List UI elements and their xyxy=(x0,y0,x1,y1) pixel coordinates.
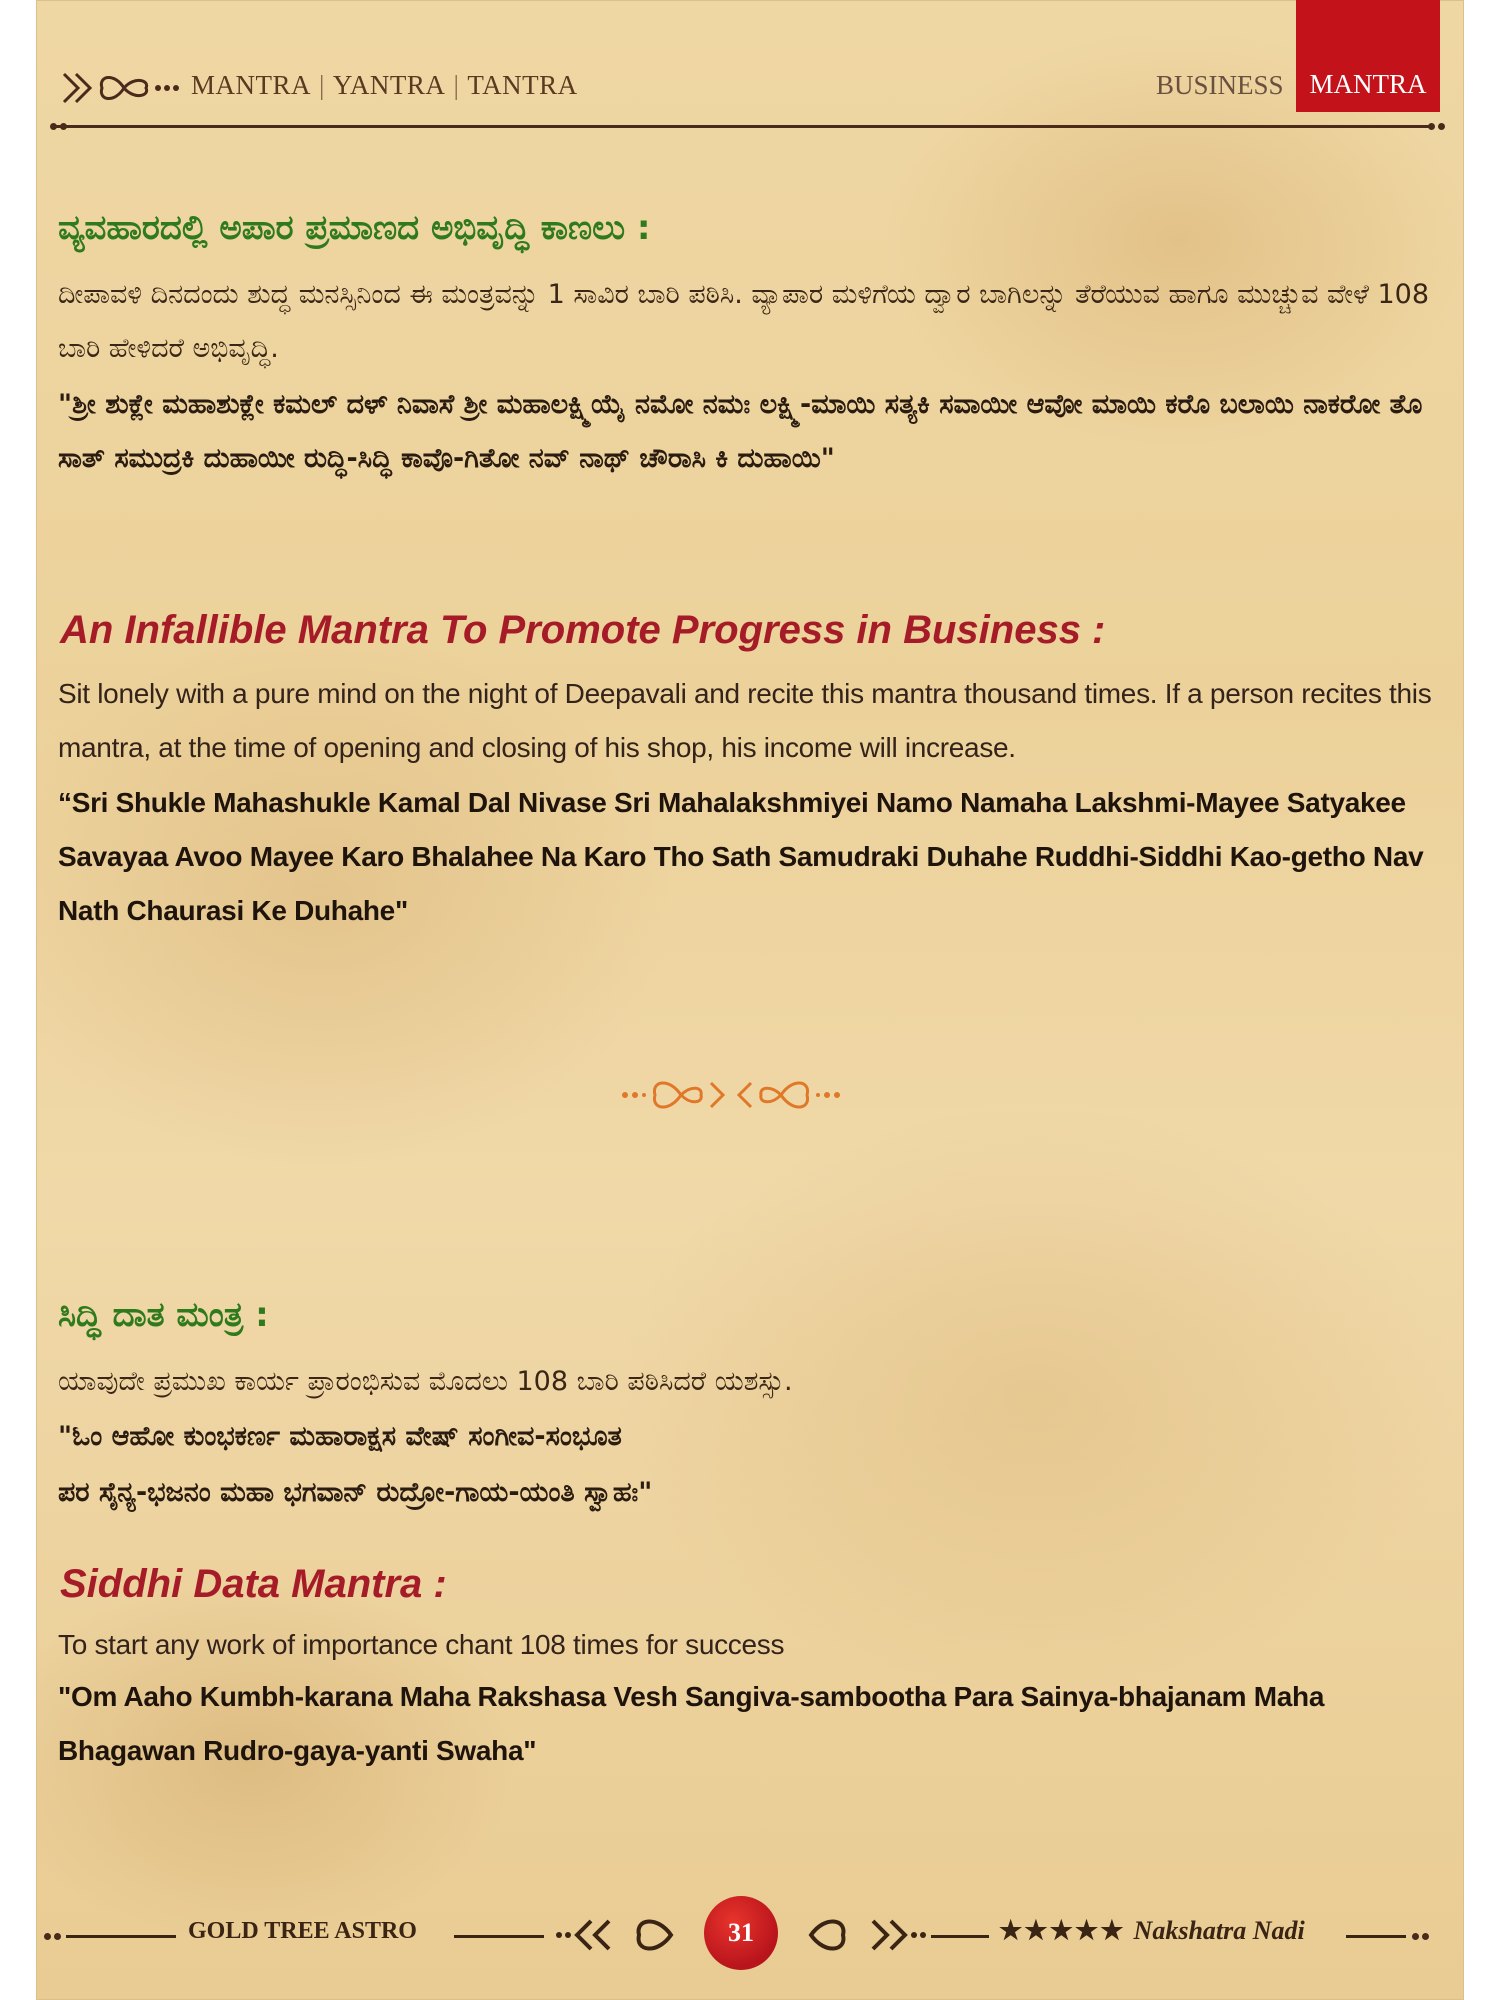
header-rule xyxy=(56,125,1434,128)
header-section-tab xyxy=(1296,0,1440,112)
divider-ornament-icon xyxy=(611,1065,851,1125)
footer-brand-name: Nakshatra Nadi xyxy=(1133,1916,1305,1945)
header-section-label: BUSINESS xyxy=(1156,70,1284,100)
footer-rule-dot xyxy=(44,1933,51,1940)
footer-publisher: GOLD TREE ASTRO xyxy=(188,1918,417,1944)
page-number-badge: 31 xyxy=(704,1896,778,1970)
kannada-heading-business: ವ್ಯವಹಾರದಲ್ಲಿ ಅಪಾರ ಪ್ರಮಾಣದ ಅಭಿವೃದ್ಧಿ ಕಾಣಲು : xyxy=(58,208,651,248)
nav-separator: | xyxy=(319,70,325,100)
nav-yantra[interactable]: YANTRA xyxy=(332,70,446,100)
english-mantra-siddhi: "Om Aaho Kumbh-karana Maha Rakshasa Vesh Sangiva-sambootha Para Sainya-bhajanam Maha Bhagawan Rudro-gaya-yanti Swaha" xyxy=(58,1681,1325,1766)
nav-tantra[interactable]: TANTRA xyxy=(467,70,578,100)
kannada-heading-siddhi: ಸಿದ್ಧಿ ದಾತ ಮಂತ್ರ : xyxy=(58,1295,269,1335)
kannada-mantra-siddhi-line2: ಪರ ಸೈನ್ಯ-ಭಜನಂ ಮಹಾ ಭಗವಾನ್ ರುದ್ರೋ-ಗಾಯ-ಯಂತಿ ಸ್ವಾಹಃ" xyxy=(58,1477,653,1508)
english-heading-business: An Infallible Mantra To Promote Progress in Business : xyxy=(60,608,1106,652)
header-rule-dot xyxy=(1438,123,1445,130)
header-nav xyxy=(191,70,578,101)
footer-rule-dot xyxy=(1422,1933,1429,1940)
footer-brand xyxy=(999,1916,1305,1946)
header-tab-label: MANTRA xyxy=(1309,69,1427,99)
footer-ornament-right-icon xyxy=(781,1905,931,1965)
footer-rule xyxy=(454,1935,544,1938)
footer-rule-dot xyxy=(54,1933,61,1940)
header-rule-dot xyxy=(60,123,67,130)
nav-separator: | xyxy=(453,70,460,100)
kannada-mantra-business: "ಶ್ರೀ ಶುಕ್ಲೇ ಮಹಾಶುಕ್ಲೇ ಕಮಲ್ ದಳ್ ನಿವಾಸೆ ಶ್ರೀ ಮಹಾಲಕ್ಷ್ಮಿಯೈ ನಮೋ ನಮಃ ಲಕ್ಷ್ಮಿ-ಮಾಯಿ ಸತ್ಯಕಿ ಸವಾಯೀ ಆವೋ ಮಾಯಿ ಕರೊ ಬಲಾಯಿ ನಾಕರೋ ತೊ ಸಾತ್ ಸಮುದ್ರಕಿ ದುಹಾಯೀ ರುದ್ಧಿ-ಸಿದ್ಧಿ ಕಾವೊ-ಗಿತೋ ನವ್ ನಾಥ್ ಚೌರಾಸಿ ಕಿ ದುಹಾಯಿ" xyxy=(58,389,1423,474)
rating-stars-icon: ★★★★★ xyxy=(999,1916,1126,1945)
english-paragraph-business: Sit lonely with a pure mind on the night of Deepavali and recite this mantra thousand times. If a person recites this mantra, at the time of opening and closing of his shop, his income will increase. xyxy=(58,678,1432,763)
footer-rule xyxy=(931,1935,989,1938)
english-heading-siddhi: Siddhi Data Mantra : xyxy=(60,1562,447,1606)
footer-rule xyxy=(66,1935,176,1938)
header-ornament-icon xyxy=(54,66,184,110)
header-rule-dot xyxy=(50,123,57,130)
english-paragraph-siddhi: To start any work of importance chant 108 times for success xyxy=(58,1629,785,1660)
kannada-mantra-siddhi-line1: "ಓಂ ಆಹೋ ಕುಂಭಕರ್ಣ ಮಹಾರಾಕ್ಷಸ ವೇಷ್ ಸಂಗೀವ-ಸಂಭೂತ xyxy=(58,1421,622,1452)
magazine-page xyxy=(36,0,1464,2000)
footer-ornament-left-icon xyxy=(551,1905,701,1965)
kannada-paragraph-siddhi: ಯಾವುದೇ ಪ್ರಮುಖ ಕಾರ್ಯ ಪ್ರಾರಂಭಿಸುವ ಮೊದಲು 108 ಬಾರಿ ಪಠಿಸಿದರೆ ಯಶಸ್ಸು. xyxy=(58,1366,793,1397)
english-mantra-business: “Sri Shukle Mahashukle Kamal Dal Nivase Sri Mahalakshmiyei Namo Namaha Lakshmi-Mayee Satyakee Savayaa Avoo Mayee Karo Bhalahee Na Karo Tho Sath Samudraki Duhahe Ruddhi-Siddhi Kao-getho Nav Nath Chaurasi Ke Duhahe" xyxy=(58,787,1424,926)
header-rule-dot xyxy=(1428,123,1435,130)
footer-rule-dot xyxy=(1412,1933,1419,1940)
footer-rule xyxy=(1346,1935,1406,1938)
kannada-paragraph-business: ದೀಪಾವಳಿ ದಿನದಂದು ಶುದ್ಧ ಮನಸ್ಸಿನಿಂದ ಈ ಮಂತ್ರವನ್ನು 1 ಸಾವಿರ ಬಾರಿ ಪಠಿಸಿ. ವ್ಯಾಪಾರ ಮಳಿಗೆಯ ದ್ವಾರ ಬಾಗಿಲನ್ನು ತೆರೆಯುವ ಹಾಗೂ ಮುಚ್ಚುವ ವೇಳೆ 108 ಬಾರಿ ಹೇಳಿದರೆ ಅಭಿವೃದ್ಧಿ. xyxy=(58,279,1430,364)
nav-mantra[interactable]: MANTRA xyxy=(191,70,312,100)
